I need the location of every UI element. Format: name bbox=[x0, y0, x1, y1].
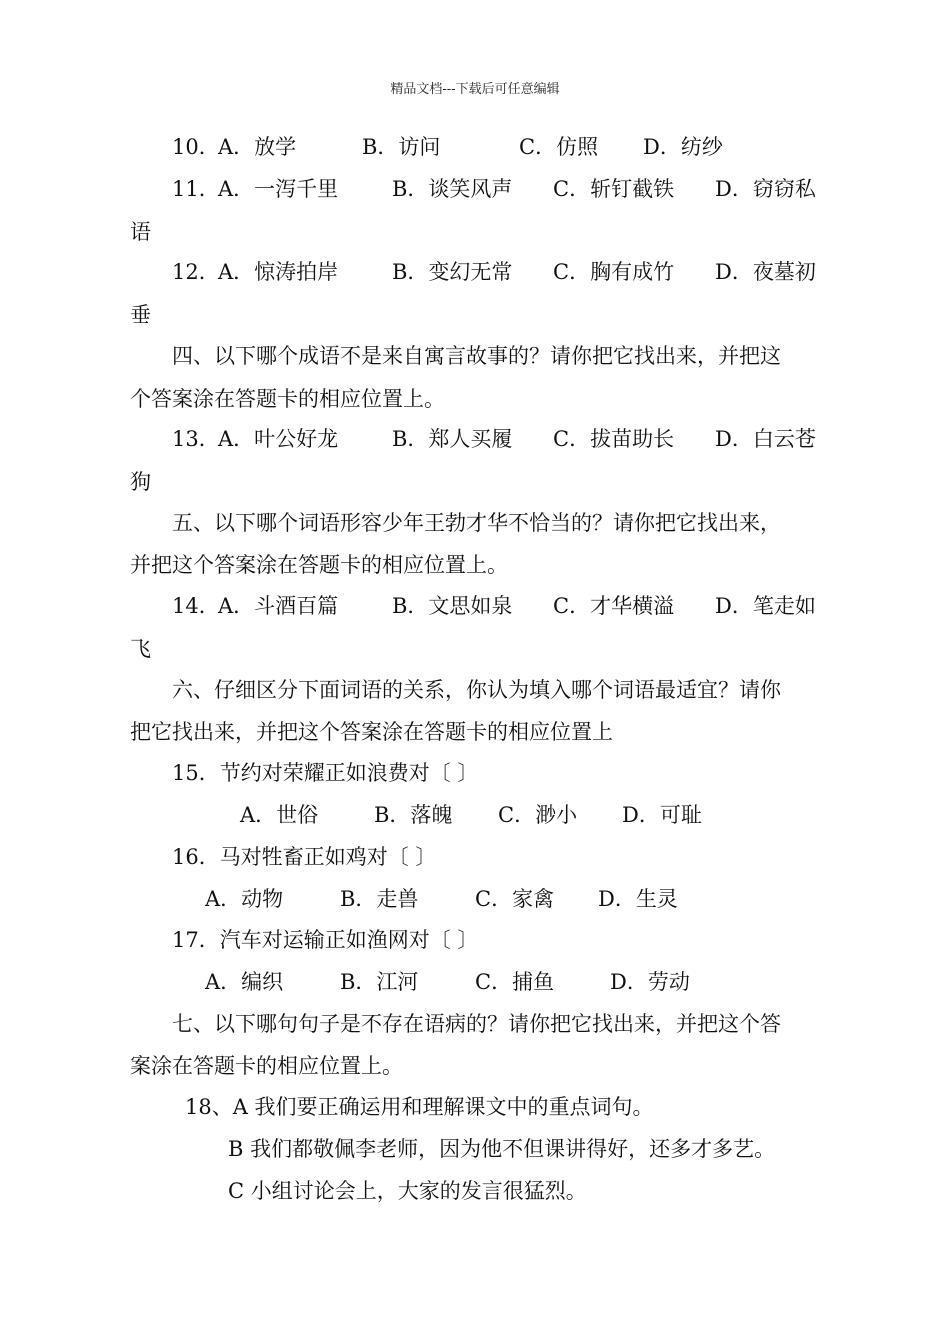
page-header: 精品文档---下载后可任意编辑 bbox=[390, 82, 560, 97]
option-a: A．放学 bbox=[218, 135, 297, 159]
option-a: A．动物 bbox=[205, 887, 284, 911]
option-c: C．才华横溢 bbox=[553, 594, 675, 618]
option-d: D．生灵 bbox=[598, 887, 678, 911]
wrapped-text: 语 bbox=[130, 220, 151, 244]
option-c: C．斩钉截铁 bbox=[553, 177, 675, 201]
option-a: A．编织 bbox=[205, 970, 284, 994]
option-d: D．白云苍 bbox=[715, 427, 816, 451]
section-instruction: 并把这个答案涂在答题卡的相应位置上。 bbox=[130, 553, 508, 577]
wrapped-text: 狗 bbox=[130, 470, 151, 494]
option-b: B．访问 bbox=[362, 135, 441, 159]
question-number: 11． bbox=[172, 177, 220, 201]
option-a: A．世俗 bbox=[240, 803, 319, 827]
option-c: C．拔苗助长 bbox=[553, 427, 675, 451]
section-instruction: 五、以下哪个词语形容少年王勃才华不恰当的？请你把它找出来， bbox=[172, 511, 781, 535]
option-b: B．郑人买履 bbox=[392, 427, 513, 451]
option-b: B．谈笑风声 bbox=[392, 177, 513, 201]
option-d: D．劳动 bbox=[610, 970, 690, 994]
option-b: B．走兽 bbox=[340, 887, 419, 911]
section-instruction: 四、以下哪个成语不是来自寓言故事的？请你把它找出来，并把这 bbox=[172, 344, 781, 368]
sentence-option-b: B 我们都敬佩李老师，因为他不但课讲得好，还多才多艺。 bbox=[228, 1137, 776, 1161]
option-a: A．一泻千里 bbox=[218, 177, 339, 201]
option-a: A．斗酒百篇 bbox=[218, 594, 339, 618]
option-c: C．仿照 bbox=[519, 135, 599, 159]
option-a: A．惊涛拍岸 bbox=[218, 260, 339, 284]
sentence-option-a: 18、A 我们要正确运用和理解课文中的重点词句。 bbox=[185, 1095, 654, 1119]
wrapped-text: 飞 bbox=[130, 637, 151, 661]
question-number: 13． bbox=[172, 427, 220, 451]
section-instruction: 七、以下哪句句子是不存在语病的？请你把它找出来，并把这个答 bbox=[172, 1012, 781, 1036]
option-d: D．纺纱 bbox=[643, 135, 723, 159]
question-stem: 16．马对牲畜正如鸡对〔 〕 bbox=[172, 845, 437, 869]
section-instruction: 把它找出来，并把这个答案涂在答题卡的相应位置上 bbox=[130, 720, 613, 744]
option-d: D．夜墓初 bbox=[715, 260, 816, 284]
sentence-option-c: C 小组讨论会上，大家的发言很猛烈。 bbox=[228, 1179, 587, 1203]
option-b: B．落魄 bbox=[374, 803, 453, 827]
question-number: 14． bbox=[172, 594, 220, 618]
question-number: 10． bbox=[172, 135, 220, 159]
wrapped-text: 垂 bbox=[130, 303, 151, 327]
option-d: D．可耻 bbox=[622, 803, 702, 827]
section-instruction: 个答案涂在答题卡的相应位置上。 bbox=[130, 387, 445, 411]
section-instruction: 案涂在答题卡的相应位置上。 bbox=[130, 1054, 403, 1078]
option-c: C．家禽 bbox=[475, 887, 555, 911]
question-stem: 17．汽车对运输正如渔网对〔 〕 bbox=[172, 928, 479, 952]
option-c: C．渺小 bbox=[498, 803, 578, 827]
option-b: B．江河 bbox=[340, 970, 419, 994]
option-d: D．窃窃私 bbox=[715, 177, 816, 201]
option-b: B．变幻无常 bbox=[392, 260, 513, 284]
section-instruction: 六、仔细区分下面词语的关系，你认为填入哪个词语最适宜？请你 bbox=[172, 678, 781, 702]
option-a: A．叶公好龙 bbox=[218, 427, 339, 451]
question-number: 12． bbox=[172, 260, 220, 284]
option-c: C．捕鱼 bbox=[475, 970, 555, 994]
option-c: C．胸有成竹 bbox=[553, 260, 675, 284]
question-stem: 15．节约对荣耀正如浪费对〔 〕 bbox=[172, 761, 479, 785]
option-d: D．笔走如 bbox=[715, 594, 816, 618]
option-b: B．文思如泉 bbox=[392, 594, 513, 618]
